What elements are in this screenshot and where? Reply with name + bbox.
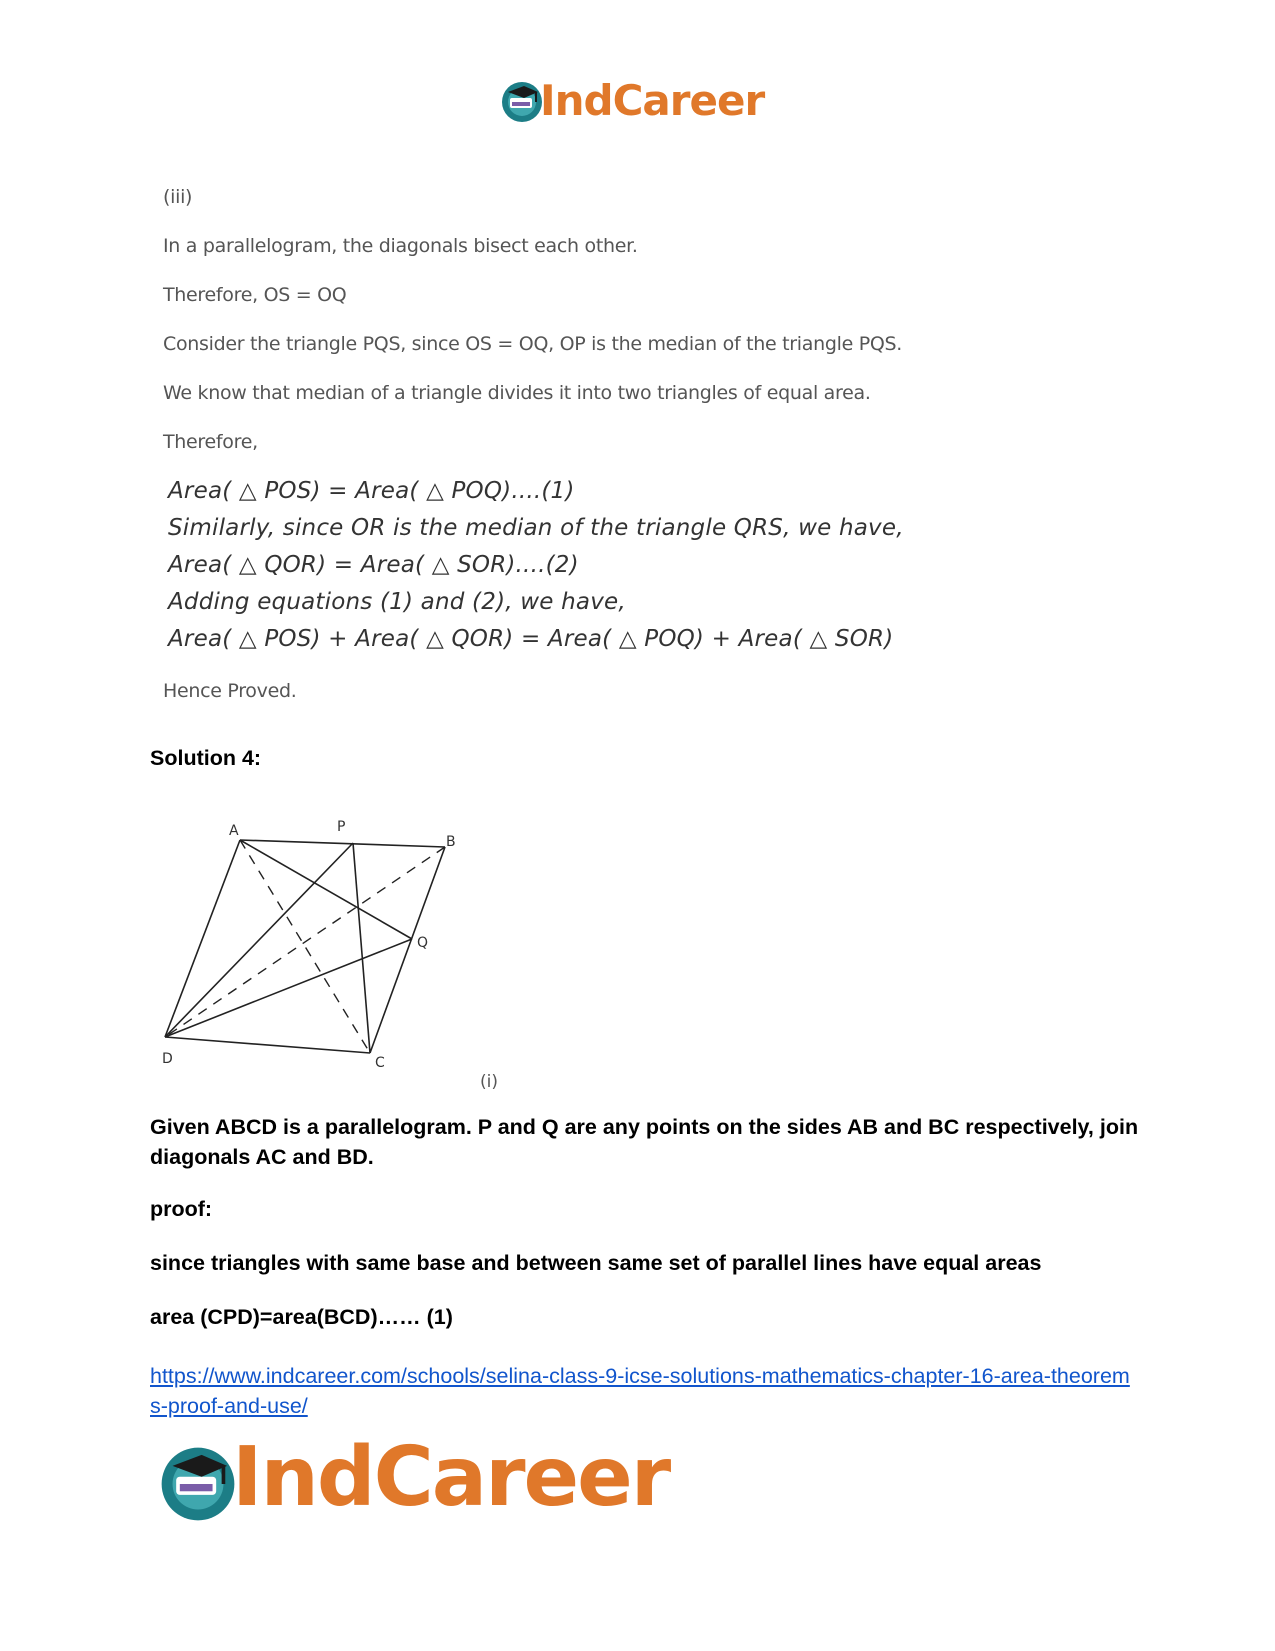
brand-name: IndCareer	[540, 76, 765, 125]
vertex-label-c: C	[375, 1055, 385, 1071]
brand-name: IndCareer	[232, 1430, 670, 1525]
header-logo	[500, 78, 780, 128]
vertex-label-q: Q	[417, 935, 429, 951]
paragraph-4: We know that median of a triangle divides it into two triangles of equal area.	[163, 382, 871, 404]
part-label: (iii)	[163, 186, 193, 208]
conclusion: Hence Proved.	[163, 680, 297, 702]
proof-statement: since triangles with same base and between same set of parallel lines have equal areas	[150, 1251, 1042, 1275]
vertex-label-a: A	[229, 823, 239, 839]
math-line-4: Adding equations (1) and (2), we have,	[168, 589, 626, 615]
paragraph-1: In a parallelogram, the diagonals bisect each other.	[163, 235, 638, 257]
vertex-label-d: D	[162, 1051, 173, 1067]
equation-1: area (CPD)=area(BCD)…… (1)	[150, 1305, 453, 1329]
math-line-2: Similarly, since OR is the median of the triangle QRS, we have,	[168, 515, 904, 541]
math-line-3: Area( △ QOR) = Area( △ SOR)....(2)	[168, 552, 579, 578]
solution-heading: Solution 4:	[150, 746, 262, 770]
paragraph-3: Consider the triangle PQS, since OS = OQ, OP is the median of the triangle PQS.	[163, 333, 903, 355]
math-line-5: Area( △ POS) + Area( △ QOR) = Area( △ POQ) + Area( △ SOR)	[168, 626, 894, 652]
parallelogram-figure	[150, 805, 510, 1105]
vertex-label-b: B	[446, 834, 456, 850]
given-text: Given ABCD is a parallelogram. P and Q are any points on the sides AB and BC respectively, join diagonals AC and BD.	[150, 1115, 1139, 1169]
graduation-cap-globe-icon	[158, 1444, 238, 1524]
math-line-1: Area( △ POS) = Area( △ POQ)....(1)	[168, 478, 575, 504]
vertex-label-p: P	[337, 819, 346, 835]
graduation-cap-globe-icon	[500, 80, 544, 124]
footer-logo	[158, 1430, 698, 1528]
paragraph-2: Therefore, OS = OQ	[163, 284, 347, 306]
paragraph-5: Therefore,	[163, 431, 258, 453]
proof-label: proof:	[150, 1197, 213, 1221]
figure-caption: (i)	[480, 1072, 498, 1092]
source-link[interactable]: https://www.indcareer.com/schools/selina-class-9-icse-solutions-mathematics-chapter-16-area-theorems-proof-and-use/	[150, 1364, 1130, 1418]
